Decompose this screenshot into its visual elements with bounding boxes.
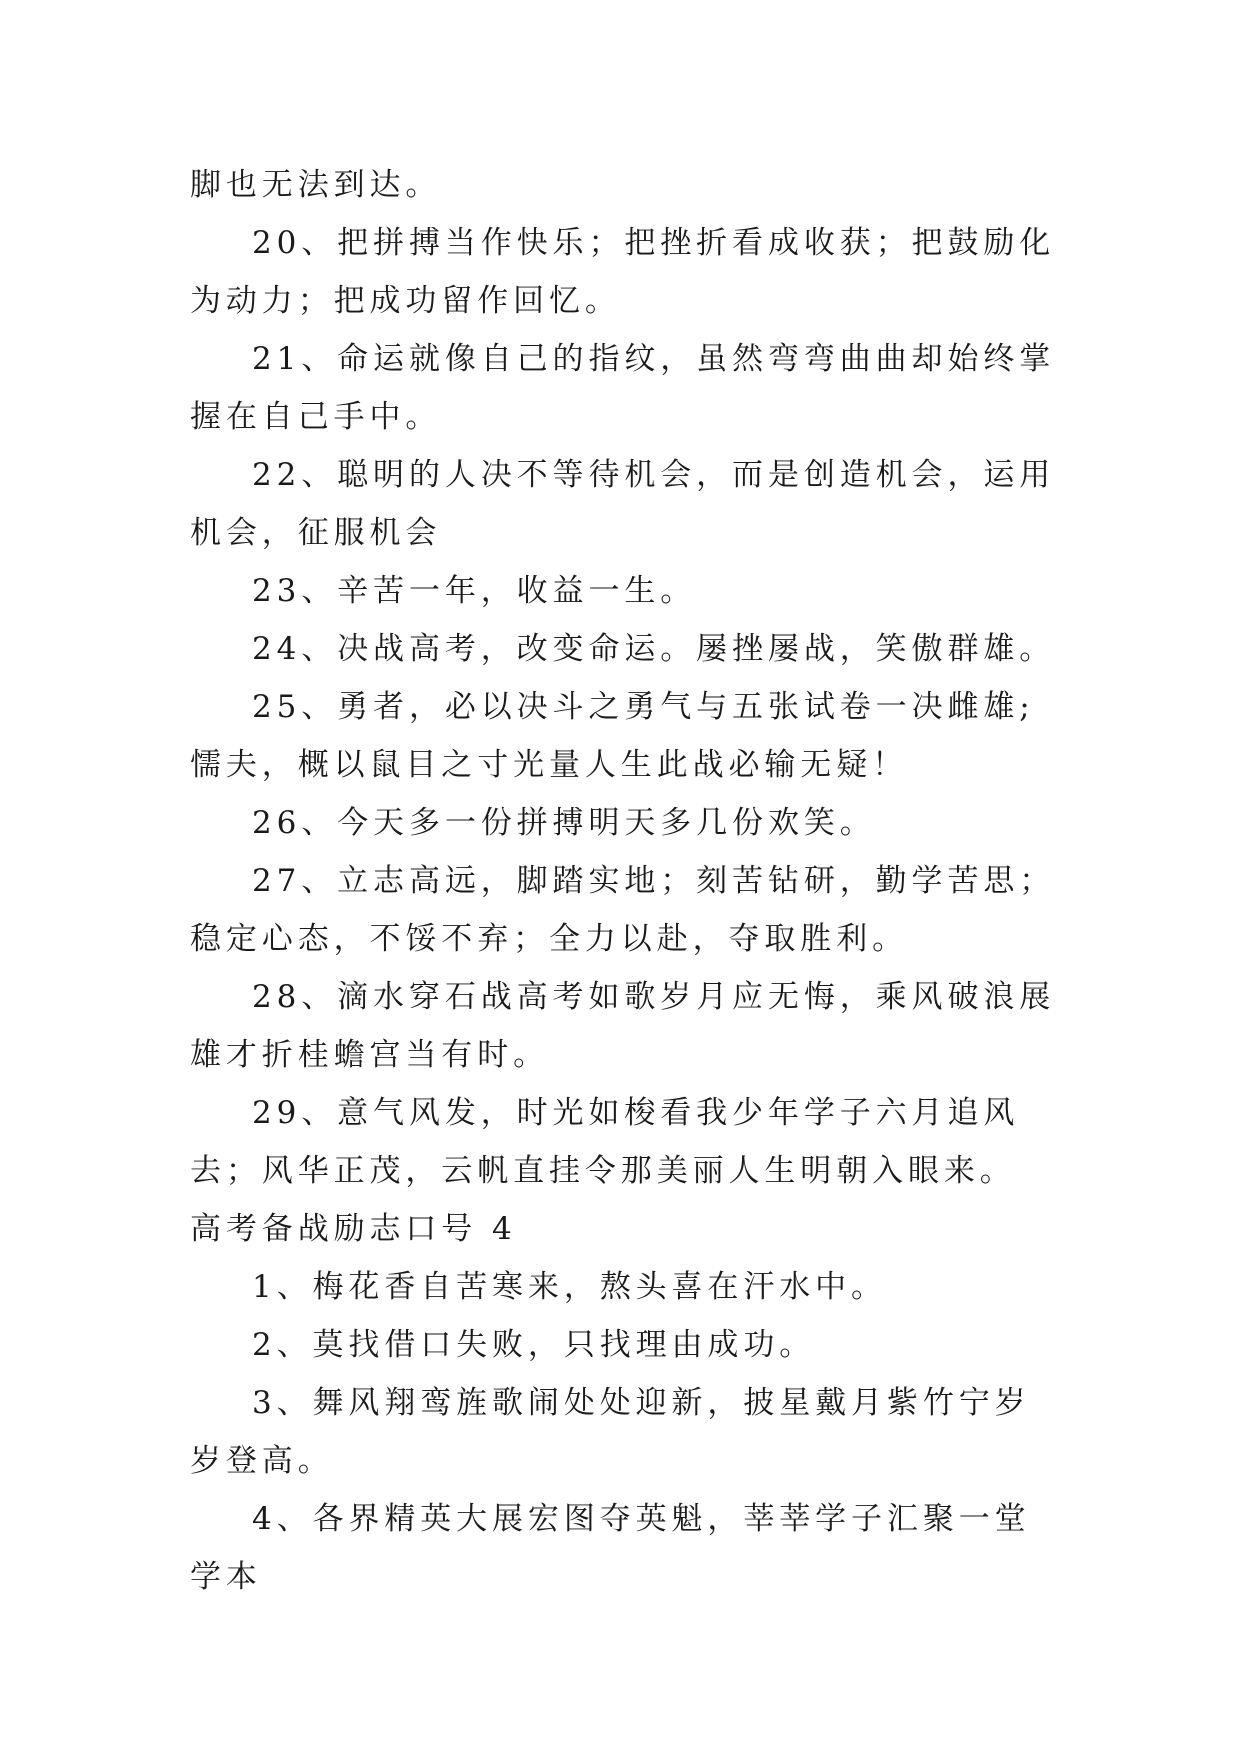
paragraph: 脚也无法到达。	[190, 167, 442, 203]
paragraph: 3、舞风翔鸾旌歌闹处处迎新，披星戴月紫竹宁岁岁登高。	[190, 1385, 1031, 1479]
paragraph: 21、命运就像自己的指纹，虽然弯弯曲曲却始终掌握在自己手中。	[190, 341, 1056, 435]
paragraph: 20、把拼搏当作快乐；把挫折看成收获；把鼓励化为动力；把成功留作回忆。	[190, 225, 1056, 319]
paragraph: 1、梅花香自苦寒来，熬头喜在汗水中。	[252, 1269, 887, 1305]
paragraph: 28、滴水穿石战高考如歌岁月应无悔，乘风破浪展雄才折桂蟾宫当有时。	[190, 979, 1056, 1073]
paragraph: 26、今天多一份拼搏明天多几份欢笑。	[252, 805, 876, 841]
document-body	[190, 156, 1060, 1606]
paragraph: 25、勇者，必以决斗之勇气与五张试卷一决雌雄;懦夫，概以鼠目之寸光量人生此战必输无疑！	[190, 689, 1035, 783]
paragraph: 22、聪明的人决不等待机会，而是创造机会，运用机会，征服机会	[190, 457, 1056, 551]
paragraph: 24、决战高考，改变命运。屡挫屡战，笑傲群雄。	[252, 631, 1056, 667]
section-heading: 高考备战励志口号 4	[190, 1211, 517, 1247]
paragraph: 4、各界精英大展宏图夺英魁，莘莘学子汇聚一堂学本	[190, 1501, 1031, 1595]
paragraph: 27、立志高远，脚踏实地；刻苦钻研，勤学苦思；稳定心态，不馁不弃；全力以赴，夺取胜利。	[190, 863, 1056, 957]
paragraph: 23、辛苦一年，收益一生。	[252, 573, 697, 609]
paragraph: 2、莫找借口失败，只找理由成功。	[252, 1327, 816, 1363]
paragraph: 29、意气风发，时光如梭看我少年学子六月追风去；风华正茂，云帆直挂令那美丽人生明朝入眼来。	[190, 1095, 1020, 1189]
